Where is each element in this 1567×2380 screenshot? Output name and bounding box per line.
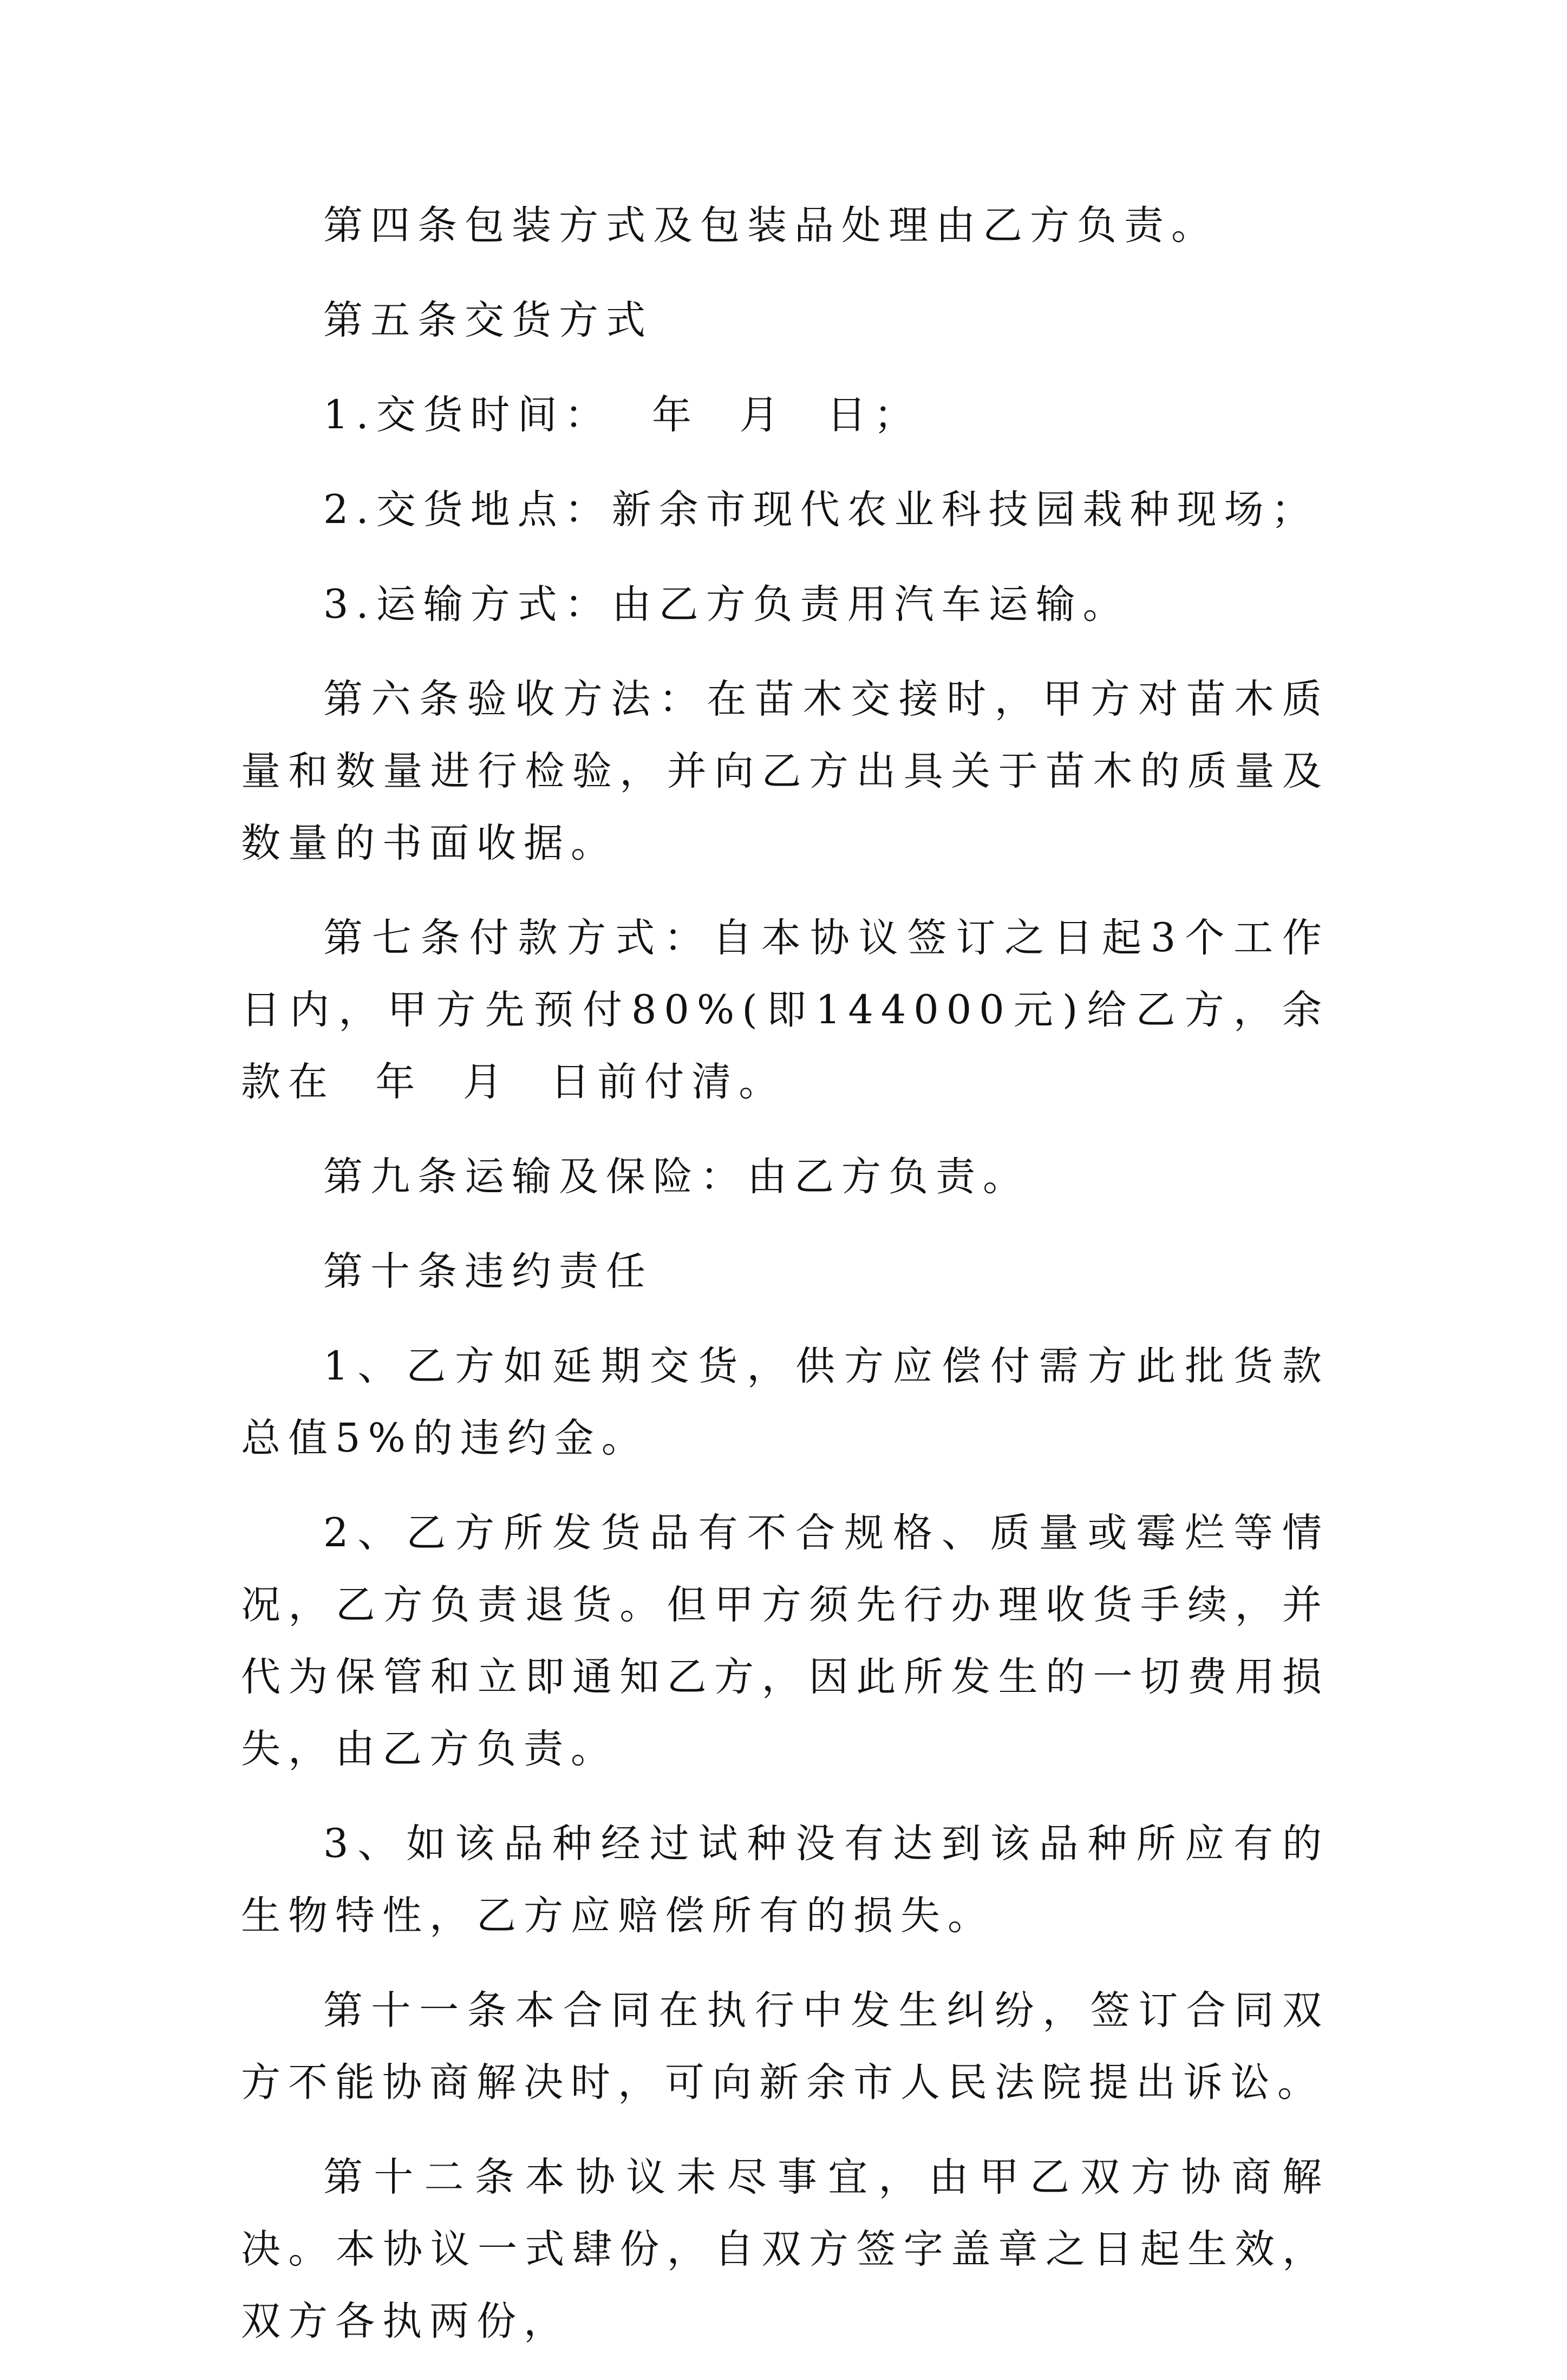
clause-5-item-3: 3.运输方式：由乙方负责用汽车运输。 [323,581,1130,627]
clause-10-item-2: 2、乙方所发货品有不合规格、质量或霉烂等情况，乙方负责退货。但甲方须先行办理收货手续，并代为保管和立即通知乙方，因此所发生的一切费用损失，由乙方负责。 [241,1510,1329,1772]
clause-10-item-3: 3、如该品种经过试种没有达到该品种所应有的生物特性，乙方应赔偿所有的损失。 [241,1821,1329,1939]
clause-11-disputes: 第十一条本合同在执行中发生纠纷，签订合同双方不能协商解决时，可向新余市人民法院提出诉讼。 [241,1987,1329,2106]
clause-10-heading: 第十条违约责任 [323,1248,653,1294]
clause-5-item-1: 1.交货时间： 年 月 日； [323,392,921,438]
clause-10-item-1: 1、乙方如延期交货，供方应偿付需方此批货款总值5%的违约金。 [241,1343,1329,1461]
clause-12-misc: 第十二条本协议未尽事宜，由甲乙双方协商解决。本协议一式肆份，自双方签字盖章之日起生效，双方各执两份， [241,2154,1329,2344]
clause-5-heading: 第五条交货方式 [323,297,653,343]
clause-6-acceptance: 第六条验收方法：在苗木交接时，甲方对苗木质量和数量进行检验，并向乙方出具关于苗木的质量及数量的书面收据。 [241,676,1329,866]
clause-5-item-2: 2.交货地点：新余市现代农业科技园栽种现场； [323,487,1318,533]
clause-4-packaging: 第四条包装方式及包装品处理由乙方负责。 [323,202,1218,249]
document-body [241,189,1329,2380]
clause-7-payment: 第七条付款方式：自本协议签订之日起3个工作日内，甲方先预付80%(即144000元)给乙方，余款在 年 月 日前付清。 [241,915,1329,1105]
clause-9-transport: 第九条运输及保险：由乙方负责。 [323,1154,1030,1200]
